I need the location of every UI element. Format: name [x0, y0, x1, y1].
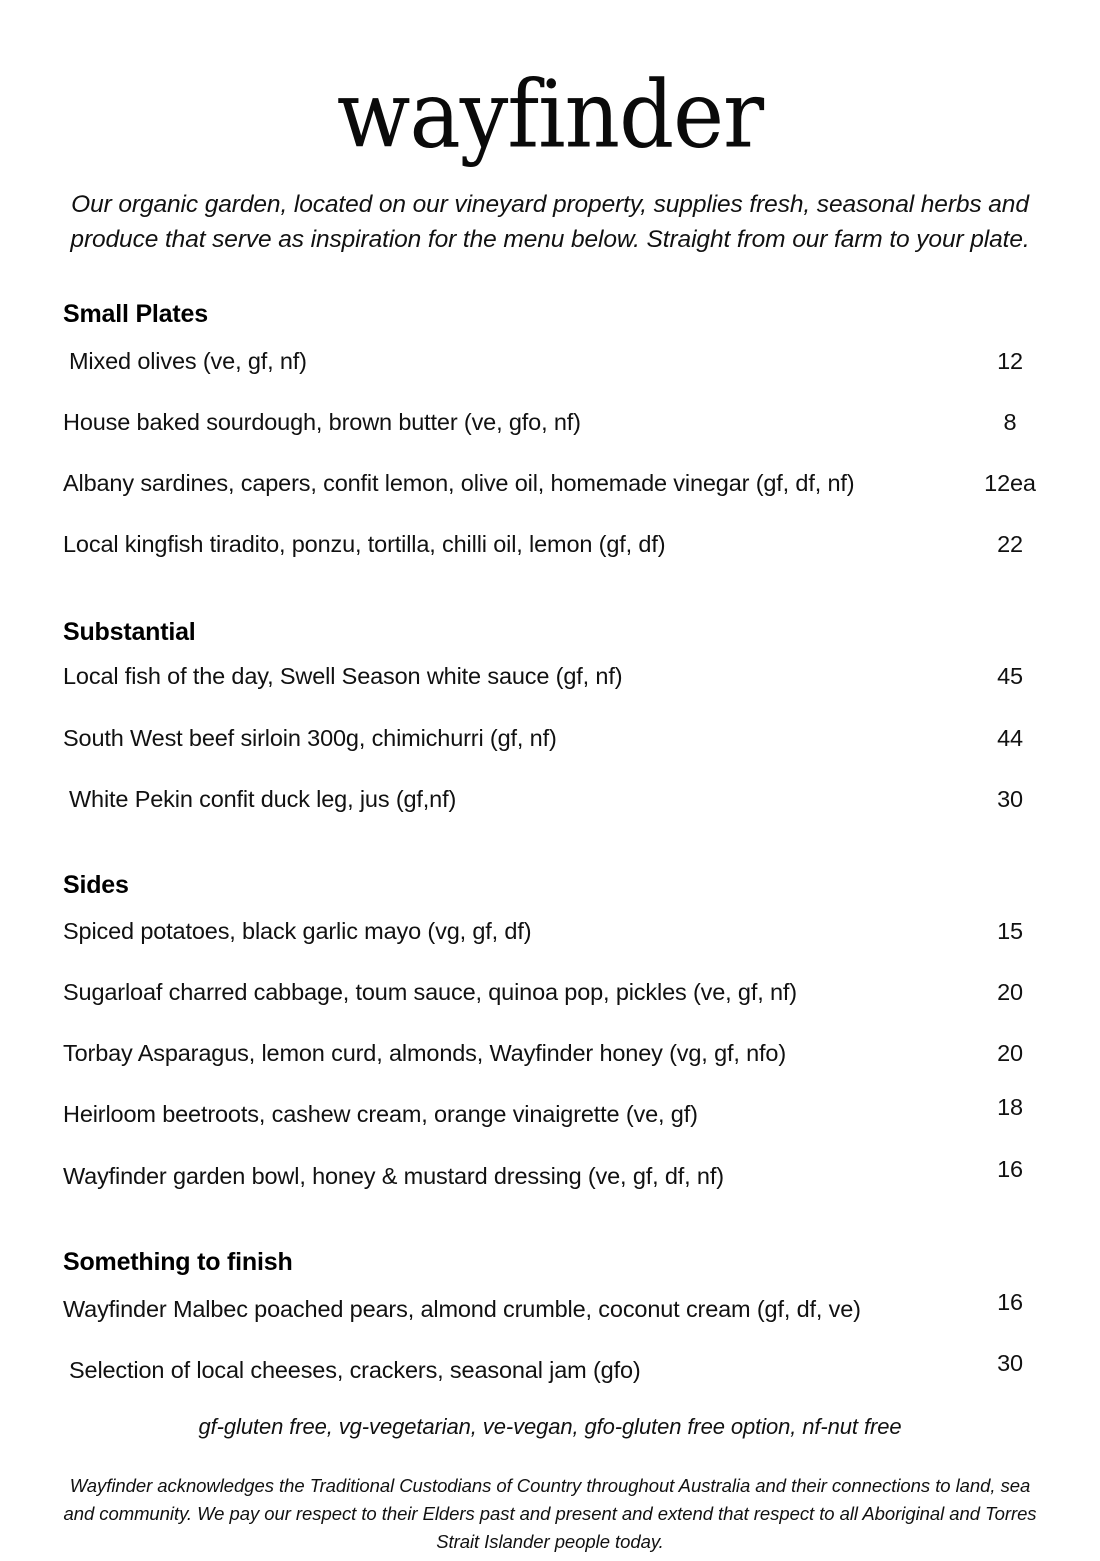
brand-logo: [0, 0, 1100, 169]
menu-section-substantial: [63, 618, 1043, 813]
menu-item: [63, 917, 1043, 945]
menu-item-price: 30: [997, 785, 1023, 812]
item-list-small-plates: [63, 347, 1043, 559]
menu-section-small-plates: [63, 300, 1043, 559]
menu-sections: [55, 300, 1045, 1385]
item-list-substantial: [63, 662, 1043, 813]
intro-paragraph: Our organic garden, located on our vineyard property, supplies fresh, seasonal herbs and produce that serve as inspiration for the menu below. Straight from our farm to your plate.: [70, 191, 1030, 253]
menu-item: [63, 1039, 1043, 1067]
menu-item: [63, 662, 1043, 690]
menu-item-name: Local kingfish tiradito, ponzu, tortilla, chilli oil, lemon (gf, df): [63, 531, 666, 558]
menu-item-price: 20: [997, 979, 1023, 1006]
item-list-sides: [63, 917, 1043, 1190]
menu-section-something-to-finish: [63, 1248, 1043, 1384]
menu-item-name: House baked sourdough, brown butter (ve, gfo, nf): [63, 408, 581, 435]
menu-item-price: 8: [1003, 408, 1017, 435]
menu-item: [63, 469, 1043, 497]
menu-item-price: 16: [997, 1155, 1023, 1182]
menu-item: [63, 1094, 1043, 1128]
menu-item: [63, 1288, 1043, 1323]
menu-item-price: 22: [997, 531, 1023, 558]
section-heading-sides: Sides: [63, 870, 129, 899]
section-heading-something-to-finish: Something to finish: [63, 1247, 293, 1276]
menu-item-price: 12ea: [984, 469, 1036, 496]
section-heading-substantial: Substantial: [63, 618, 196, 647]
menu-item-price: 44: [997, 724, 1023, 751]
dietary-legend: gf-gluten free, vg-vegetarian, ve-vegan, gfo-gluten free option, nf-nut free: [198, 1414, 902, 1440]
menu-item-name: Albany sardines, capers, confit lemon, olive oil, homemade vinegar (gf, df, nf): [63, 469, 855, 496]
menu-item-name: Spiced potatoes, black garlic mayo (vg, gf, df): [63, 917, 532, 944]
menu-item-name: Heirloom beetroots, cashew cream, orange vinaigrette (ve, gf): [63, 1101, 698, 1128]
menu-item-price: 12: [997, 347, 1023, 374]
menu-item-price: 20: [997, 1040, 1023, 1067]
menu-item-name: South West beef sirloin 300g, chimichurri (gf, nf): [63, 724, 557, 751]
menu-item-name: Torbay Asparagus, lemon curd, almonds, Wayfinder honey (vg, gf, nfo): [63, 1040, 787, 1067]
menu-item-name: Local fish of the day, Swell Season white sauce (gf, nf): [63, 663, 623, 690]
menu-item: [63, 347, 1043, 375]
menu-section-sides: [63, 871, 1043, 1190]
section-heading-small-plates: Small Plates: [63, 299, 208, 328]
menu-item-name: Wayfinder garden bowl, honey & mustard dressing (ve, gf, df, nf): [63, 1162, 724, 1189]
brand-logo-text: wayfinder: [336, 60, 764, 169]
menu-item: [63, 724, 1043, 752]
menu-item: [63, 1155, 1043, 1190]
menu-item-price: 45: [997, 663, 1023, 690]
menu-item: [63, 530, 1043, 558]
menu-item-price: 15: [997, 917, 1023, 944]
menu-item-price: 18: [997, 1094, 1023, 1121]
menu-item: [63, 408, 1043, 436]
menu-item: [63, 785, 1043, 813]
menu-item-price: 16: [997, 1288, 1023, 1315]
menu-item-price: 30: [997, 1350, 1023, 1376]
country-acknowledgement: Wayfinder acknowledges the Traditional Custodians of Country throughout Australia and their connections to land, sea and community. We pay our respect to their Elders past and present and extend that respect to all Aboriginal and Torres Strait Islander people today.: [63, 1475, 1037, 1552]
menu-item: [63, 978, 1043, 1006]
menu-item-name: White Pekin confit duck leg, jus (gf,nf): [69, 785, 457, 812]
menu-item: [63, 1350, 1043, 1384]
menu-item-name: Wayfinder Malbec poached pears, almond crumble, coconut cream (gf, df, ve): [63, 1295, 861, 1322]
menu-item-name: Selection of local cheeses, crackers, seasonal jam (gfo): [69, 1357, 641, 1383]
menu-item-name: Mixed olives (ve, gf, nf): [69, 347, 307, 374]
item-list-something-to-finish: [63, 1288, 1043, 1384]
menu-item-name: Sugarloaf charred cabbage, toum sauce, quinoa pop, pickles (ve, gf, nf): [63, 979, 797, 1006]
